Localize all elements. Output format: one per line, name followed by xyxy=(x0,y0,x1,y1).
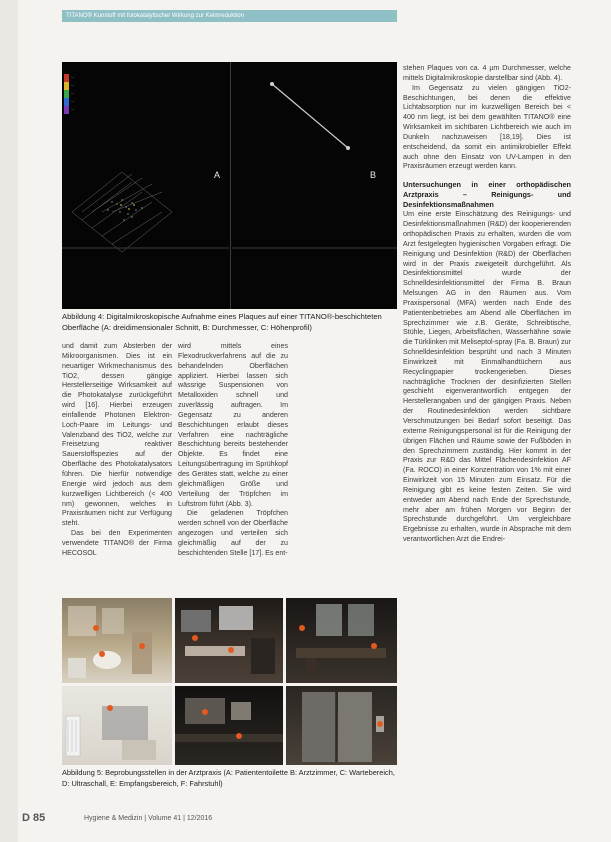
paragraph: Im Gegensatz zu vielen gängigen TiO2-Beschichtungen, bei denen die effektive Lichtabsorption nur im kurzwelligen Bereich bei < 400 nm liegt, ist bei dem gewählten TITANO® eine Wirksamkeit im sichtbaren Lichtbereich wie auch im Dunkeln nachzuweisen [18,19]. Dies ist entscheidend, da somit ein antimikrobieller Effekt auch ohne den Einsatz von UV-Lampen in den Praxisräumen erzeugt werden kann. xyxy=(403,83,571,171)
photo-reception xyxy=(175,686,283,765)
svg-text:—: — xyxy=(71,83,74,87)
figure-4-divider xyxy=(230,62,231,309)
paragraph: und damit zum Absterben der Mikroorganismen. Dies ist ein neuartiger Wirkmechanismus des TiO2, dessen gängige Herstellerseitige Wirksamkeit auf die Photokatalyse zurückgeführt wird [16]. Hierbei erzeugen einfallende Photonen Elektron-Loch-Paare im Leitungs- und Valenzband des TiO2, welche zur Freisetzung reaktiver Sauerstoffspezies auf der Oberfläche des Photokatalysators führen. Die hierfür notwendige Energie wird jedoch aus dem kurzwelligen Lichtbereich (< 400 nm) gewonnen, welches in Praxisräumen nicht zur Verfügung steht. xyxy=(62,342,172,528)
photo-patient-toilet xyxy=(62,598,172,683)
figure-4-caption: Abbildung 4: Digitalmikroskopische Aufnahme eines Plaques auf einer TITANO®-beschichteten Oberfläche (A: dreidimensionaler Schnitt, B: Durchmesser, C: Höhenprofil) xyxy=(62,312,382,332)
photo-doctor-room-scene xyxy=(175,598,283,683)
photo-patient-toilet-scene xyxy=(62,598,172,683)
figure-5-caption: Abbildung 5: Beprobungsstellen in der Arztpraxis (A: Patiententoilette B: Arztzimmer, C: Wartebereich, D: Ultraschall, E: Empfangsbereich, F: Fahrstuhl) xyxy=(62,768,395,788)
running-header-title: TITANO® Kunstoff mit fotokatalytischer Wirkung zur Keimreduktion xyxy=(66,13,244,19)
paragraph: Das bei den Experimenten verwendete TITANO® der Firma HECOSOL xyxy=(62,529,172,557)
photo-doctor-room xyxy=(175,598,283,683)
paragraph: stehen Plaques von ca. 4 µm Durchmesser, welche mittels Digitalmikroskopie darstellbar sind (Abb. 4). xyxy=(403,64,571,82)
photo-waiting-area-scene xyxy=(286,598,397,683)
figure-4-panel-b xyxy=(232,62,397,309)
paragraph: Die geladenen Tröpfchen werden schnell von der Oberfläche angezogen und verteilen sich gleichmäßig auf der zu beschichtenden Stelle [17]. Es ent- xyxy=(178,509,288,557)
svg-text:—: — xyxy=(71,99,74,103)
page-margin-strip xyxy=(0,0,18,842)
paragraph: Um eine erste Einschätzung des Reinigungs- und Desinfektionsmaßnahmen (R&D) der kooperierenden orthopädischen Praxis zu erhalten, wurden die vom Arzt festgelegten hygienischen Vorgaben erfragt. Die Reinigung und Desinfektion (R&D) der Oberflächen wird in der Praxis zweigeteilt durchgeführt. Als Desinfektionsmittel wurde der Schnelldesinfektionsmittel der Firma B. Braun Melsungen AG in den Räumen aus. Vom Praxispersonal (MFA) werden nach Ende des Patientenbetriebes am Abend alle Oberflächen im Sprechzimmer wie z.B. Geräte, Schreibtische, Stühle, Liegen, Arbeitsflächen, Wasserhähne sowie die Türklinken mit Meliseptol-spray (Fa. B. Braun) zur Schnelldesinfektion besprüht und nach 3 Minuten Einwirkzeit mit Einmalhandtüchern aus Recyclingpapier trockengerieben. Dieses nachträgliche Trocknen der desinfizierten Stellen geschieht eigenverantwortlich entgegen der Herstellerangaben und der gängigen Praxis. Neben der Routinedesinfektion werden sichtbare Verschmutzungen bei Bedarf sofort beseitigt. Das externe Reinigungspersonal ist für die Reinigung der übrigen Flächen und Räume sowie der Fußböden in den Sprechzimmern zuständig. Hier kommt in der Praxis zur R&D das Mittel Flächendesinfektion AF (Fa. ROCO) in einer Konzentration von 1% mit einer Einwirkzeit von 15 Minuten zum Einsatz. Für die Reinigung gibt es keine festen Zeiten. Sie wird entweder am Abend nach Ende der Sprechstunde, mehr aber am frühen Morgen vor Beginn der Sprechstunde durchgeführt. Um vergleichbare Ergebnisse zu erhalten, wurde in Absprache mit dem verantwortlichen Arzt die Endrei- xyxy=(403,210,571,544)
section-subheading: Untersuchungen in einer orthopädischen Arztpraxis – Reinigungs- und Desinfektionsmaßnahmen xyxy=(403,180,571,210)
svg-text:—: — xyxy=(71,107,74,111)
running-header xyxy=(62,10,397,22)
figure-5-photo-grid xyxy=(62,598,397,765)
photo-elevator xyxy=(286,686,397,765)
photo-waiting-area xyxy=(286,598,397,683)
text-column-middle xyxy=(178,342,288,559)
photo-reception-scene xyxy=(175,686,283,765)
page-number: D 85 xyxy=(22,812,46,824)
text-column-right xyxy=(403,64,571,545)
photo-ultrasound-scene xyxy=(62,686,172,765)
diameter-measurement xyxy=(232,62,397,309)
text-column-left xyxy=(62,342,172,559)
photo-elevator-scene xyxy=(286,686,397,765)
svg-text:—: — xyxy=(71,91,74,95)
svg-text:—: — xyxy=(71,75,74,79)
figure-4-micrograph xyxy=(62,62,397,309)
panel-a-letter: A xyxy=(214,170,221,180)
page-footer xyxy=(22,812,582,826)
photo-ultrasound xyxy=(62,686,172,765)
figure-4-panel-a xyxy=(62,62,229,309)
paragraph: wird mittels eines Flexodruckverfahrens auf die zu behandelnden Oberflächen appliziert. Hierbei lassen sich wässrige Suspensionen von Metalloxiden schnell und zuverlässig auftragen. Im Gegensatz zu anderen Beschichtungen erlaubt dieses Verfahren eine nachträgliche Beschichtung bereits bestehender Objekte. Es findet eine Leitungsübertragung im Sprühkopf des Gerätes statt, welche zu einer gleichmäßigen Größe und Verteilung der Tröpfchen im Luftstrom führt (Abb. 3). xyxy=(178,342,288,508)
journal-citation: Hygiene & Medizin | Volume 41 | 12/2016 xyxy=(84,815,213,822)
surface-3d-plot xyxy=(62,62,229,309)
panel-b-letter: B xyxy=(370,170,377,180)
